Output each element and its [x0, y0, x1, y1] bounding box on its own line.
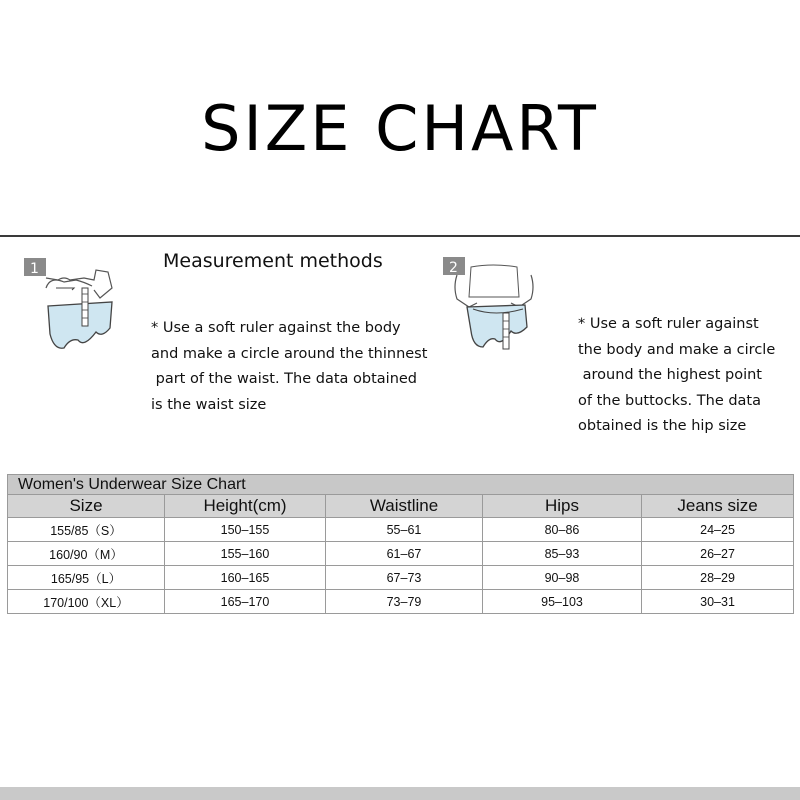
column-header-waistline: Waistline	[326, 495, 483, 518]
table-header-row	[8, 495, 794, 518]
cell-hips: 95–103	[483, 590, 642, 614]
page-title: SIZE CHART	[201, 92, 599, 165]
cell-height: 155–160	[165, 542, 326, 566]
cell-waistline: 55–61	[326, 518, 483, 542]
waist-measurement-illustration	[24, 258, 119, 358]
cell-size: 165/95（L）	[8, 566, 165, 590]
cell-waistline: 73–79	[326, 590, 483, 614]
cell-height: 150–155	[165, 518, 326, 542]
column-header-jeans-size: Jeans size	[642, 495, 794, 518]
table-row	[8, 590, 794, 614]
cell-hips: 80–86	[483, 518, 642, 542]
cell-size: 160/90（M）	[8, 542, 165, 566]
cell-jeans-size: 28–29	[642, 566, 794, 590]
column-header-hips: Hips	[483, 495, 642, 518]
cell-height: 160–165	[165, 566, 326, 590]
cell-hips: 90–98	[483, 566, 642, 590]
waist-method-text: * Use a soft ruler against the body and make a circle around the thinnest part of the waist. The data obtained is the waist size	[151, 320, 428, 413]
step-number: 2	[449, 260, 458, 276]
cell-size: 170/100（XL）	[8, 590, 165, 614]
table-row	[8, 518, 794, 542]
cell-jeans-size: 24–25	[642, 518, 794, 542]
table-row	[8, 566, 794, 590]
size-chart-table	[7, 474, 794, 614]
column-header-size: Size	[8, 495, 165, 518]
divider	[0, 235, 800, 237]
cell-waistline: 61–67	[326, 542, 483, 566]
measurement-heading: Measurement methods	[163, 250, 383, 272]
column-header-height: Height(cm)	[165, 495, 326, 518]
hip-measurement-illustration	[443, 257, 538, 357]
cell-waistline: 67–73	[326, 566, 483, 590]
table-caption: Women's Underwear Size Chart	[8, 475, 794, 495]
step-number: 1	[30, 261, 39, 277]
table-row	[8, 542, 794, 566]
hip-method-text: * Use a soft ruler against the body and make a circle around the highest point of the buttocks. The data obtained is the hip size	[578, 316, 776, 434]
cell-jeans-size: 26–27	[642, 542, 794, 566]
cell-size: 155/85（S）	[8, 518, 165, 542]
cell-hips: 85–93	[483, 542, 642, 566]
footer-bar	[0, 787, 800, 800]
cell-height: 165–170	[165, 590, 326, 614]
cell-jeans-size: 30–31	[642, 590, 794, 614]
